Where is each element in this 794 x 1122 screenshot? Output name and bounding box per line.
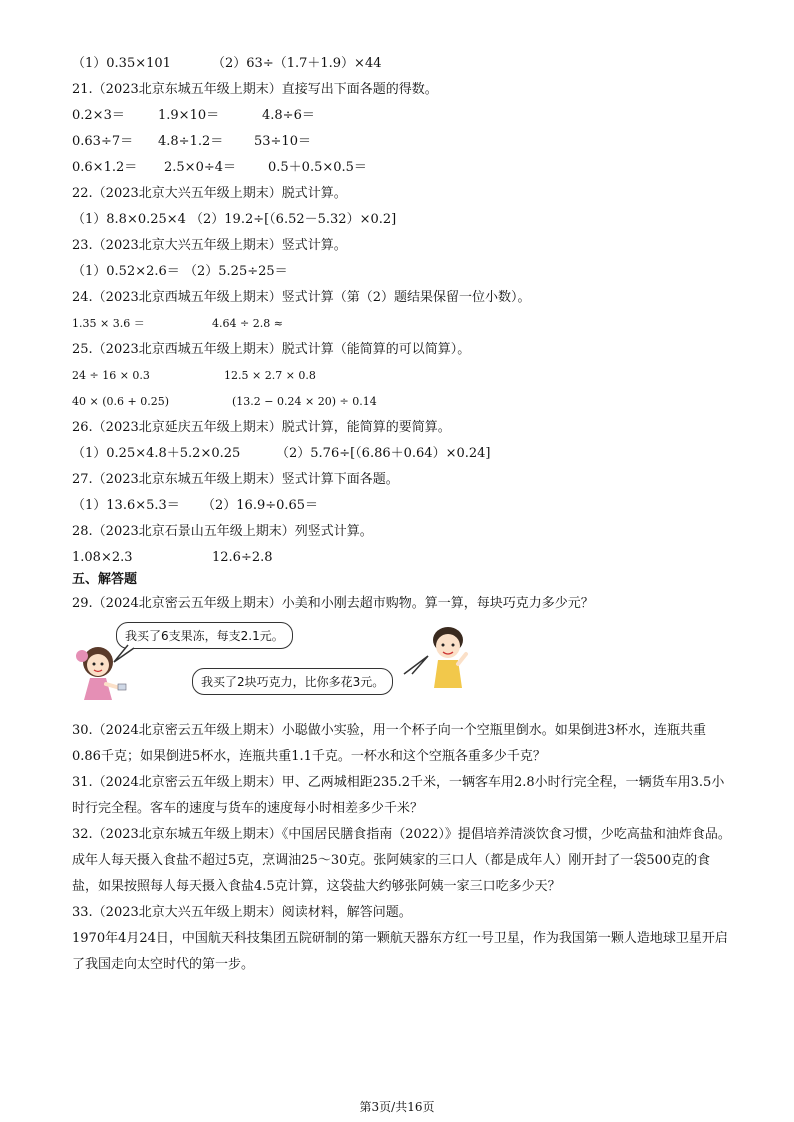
exercise-item: （1）13.6×5.3＝ — [72, 498, 180, 513]
exercise-line — [72, 238, 732, 254]
exercise-line — [72, 264, 732, 280]
girl-bubble-tail — [112, 644, 136, 664]
exercise-item: （2）63÷（1.7＋1.9）×44 — [212, 56, 382, 71]
exercise-item: 1.35 × 3.6 ＝ — [72, 317, 145, 330]
exercise-item: 40 × (0.6 + 0.25) — [72, 395, 169, 408]
page-content — [72, 56, 732, 978]
exercise-line — [72, 186, 732, 202]
girl-speech-bubble: 我买了6支果冻，每支2.1元。 — [116, 622, 293, 649]
exercise-item: 12.5 × 2.7 × 0.8 — [224, 369, 316, 382]
exercise-line — [72, 342, 732, 358]
section-heading: 五、解答题 — [72, 572, 138, 587]
exercise-item: 4.8÷6＝ — [262, 108, 315, 123]
exercise-line — [72, 82, 732, 98]
exercise-item: （2）5.76÷[（6.86＋0.64）×0.24] — [276, 446, 491, 461]
exercise-item: 21.（2023北京东城五年级上期末）直接写出下面各题的得数。 — [72, 82, 438, 97]
problem-paragraph: 32.（2023北京东城五年级上期末）《中国居民膳食指南（2022）》提倡培养清淡饮食习惯，少吃高盐和油炸食品。成年人每天摄入食盐不超过5克，烹调油25～30克。张阿姨家的三口人（都是成年人）刚开封了一袋500克的食盐，如果按照每人每天摄入食盐4.5克计算，这袋盐大约够张阿姨一家三口吃多少天？ — [72, 827, 731, 894]
exercise-line — [72, 446, 732, 462]
page-number: 第3页/共16页 — [359, 1100, 435, 1114]
exercise-line — [72, 550, 732, 566]
exercise-lines — [72, 56, 732, 566]
exercise-line — [72, 56, 732, 72]
exercise-item: 22.（2023北京大兴五年级上期末）脱式计算。 — [72, 186, 347, 201]
exercise-item: 25.（2023北京西城五年级上期末）脱式计算（能简算的可以简算）。 — [72, 342, 471, 357]
shopping-illustration — [72, 622, 732, 704]
exercise-item: （1）0.25×4.8＋5.2×0.25 — [72, 446, 241, 461]
exercise-line — [72, 290, 732, 306]
exercise-item: 4.64 ÷ 2.8 ≈ — [212, 317, 283, 330]
problem-paragraph: 1970年4月24日，中国航天科技集团五院研制的第一颗航天器东方红一号卫星，作为我国第一颗人造地球卫星开启了我国走向太空时代的第一步。 — [72, 931, 728, 972]
exercise-line — [72, 160, 732, 176]
exercise-item: (13.2 − 0.24 × 20) ÷ 0.14 — [232, 395, 377, 408]
exercise-item: 2.5×0÷4＝ — [164, 160, 237, 175]
problem-paragraph: 30.（2024北京密云五年级上期末）小聪做小实验，用一个杯子向一个空瓶里倒水。如果倒进3杯水，连瓶共重0.86千克；如果倒进5杯水，连瓶共重1.1千克。一杯水和这个空瓶各重多少千克？ — [72, 723, 707, 764]
exercise-item: 1.08×2.3 — [72, 550, 133, 565]
problem-paragraph: 31.（2024北京密云五年级上期末）甲、乙两城相距235.2千米，一辆客车用2.8小时行完全程，一辆货车用3.5小时行完全程。客车的速度与货车的速度每小时相差多少千米？ — [72, 775, 725, 816]
exercise-item: 0.6×1.2＝ — [72, 160, 138, 175]
exercise-line — [72, 420, 732, 436]
exercise-item: 0.63÷7＝ — [72, 134, 134, 149]
exercise-line — [72, 212, 732, 228]
exercise-line — [72, 394, 732, 410]
exercise-item: （1）0.35×101 — [72, 56, 171, 71]
exercise-item: （2）19.2÷[（6.52－5.32）×0.2] — [190, 212, 397, 227]
exercise-line — [72, 108, 732, 124]
question-29: 29.（2024北京密云五年级上期末）小美和小刚去超市购物。算一算，每块巧克力多少元？ — [72, 596, 594, 611]
exercise-item: 0.2×3＝ — [72, 108, 125, 123]
exercise-item: 4.8÷1.2＝ — [158, 134, 224, 149]
boy-icon — [422, 624, 478, 690]
exercise-item: 24.（2023北京西城五年级上期末）竖式计算（第（2）题结果保留一位小数）。 — [72, 290, 531, 305]
exercise-item: （1）8.8×0.25×4 — [72, 212, 186, 227]
problem-paragraph: 33.（2023北京大兴五年级上期末）阅读材料，解答问题。 — [72, 905, 412, 920]
exercise-item: （1）0.52×2.6＝ — [72, 264, 180, 279]
exercise-item: 27.（2023北京东城五年级上期末）竖式计算下面各题。 — [72, 472, 399, 487]
exercise-line — [72, 316, 732, 332]
boy-speech-bubble: 我买了2块巧克力，比你多花3元。 — [192, 668, 393, 695]
exercise-line — [72, 524, 732, 540]
exercise-item: 28.（2023北京石景山五年级上期末）列竖式计算。 — [72, 524, 373, 539]
exercise-line — [72, 472, 732, 488]
exercise-item: 23.（2023北京大兴五年级上期末）竖式计算。 — [72, 238, 347, 253]
exercise-item: 53÷10＝ — [254, 134, 311, 149]
exercise-item: 1.9×10＝ — [158, 108, 220, 123]
exercise-item: 24 ÷ 16 × 0.3 — [72, 369, 150, 382]
exercise-item: （2）5.25÷25＝ — [184, 264, 288, 279]
exercise-line — [72, 368, 732, 384]
exercise-line — [72, 498, 732, 514]
exercise-item: 26.（2023北京延庆五年级上期末）脱式计算，能简算的要简算。 — [72, 420, 451, 435]
exercise-line — [72, 134, 732, 150]
exercise-item: （2）16.9÷0.65＝ — [202, 498, 319, 513]
exercise-item: 0.5＋0.5×0.5＝ — [268, 160, 367, 175]
exercise-item: 12.6÷2.8 — [212, 550, 273, 565]
word-problems — [72, 718, 732, 978]
